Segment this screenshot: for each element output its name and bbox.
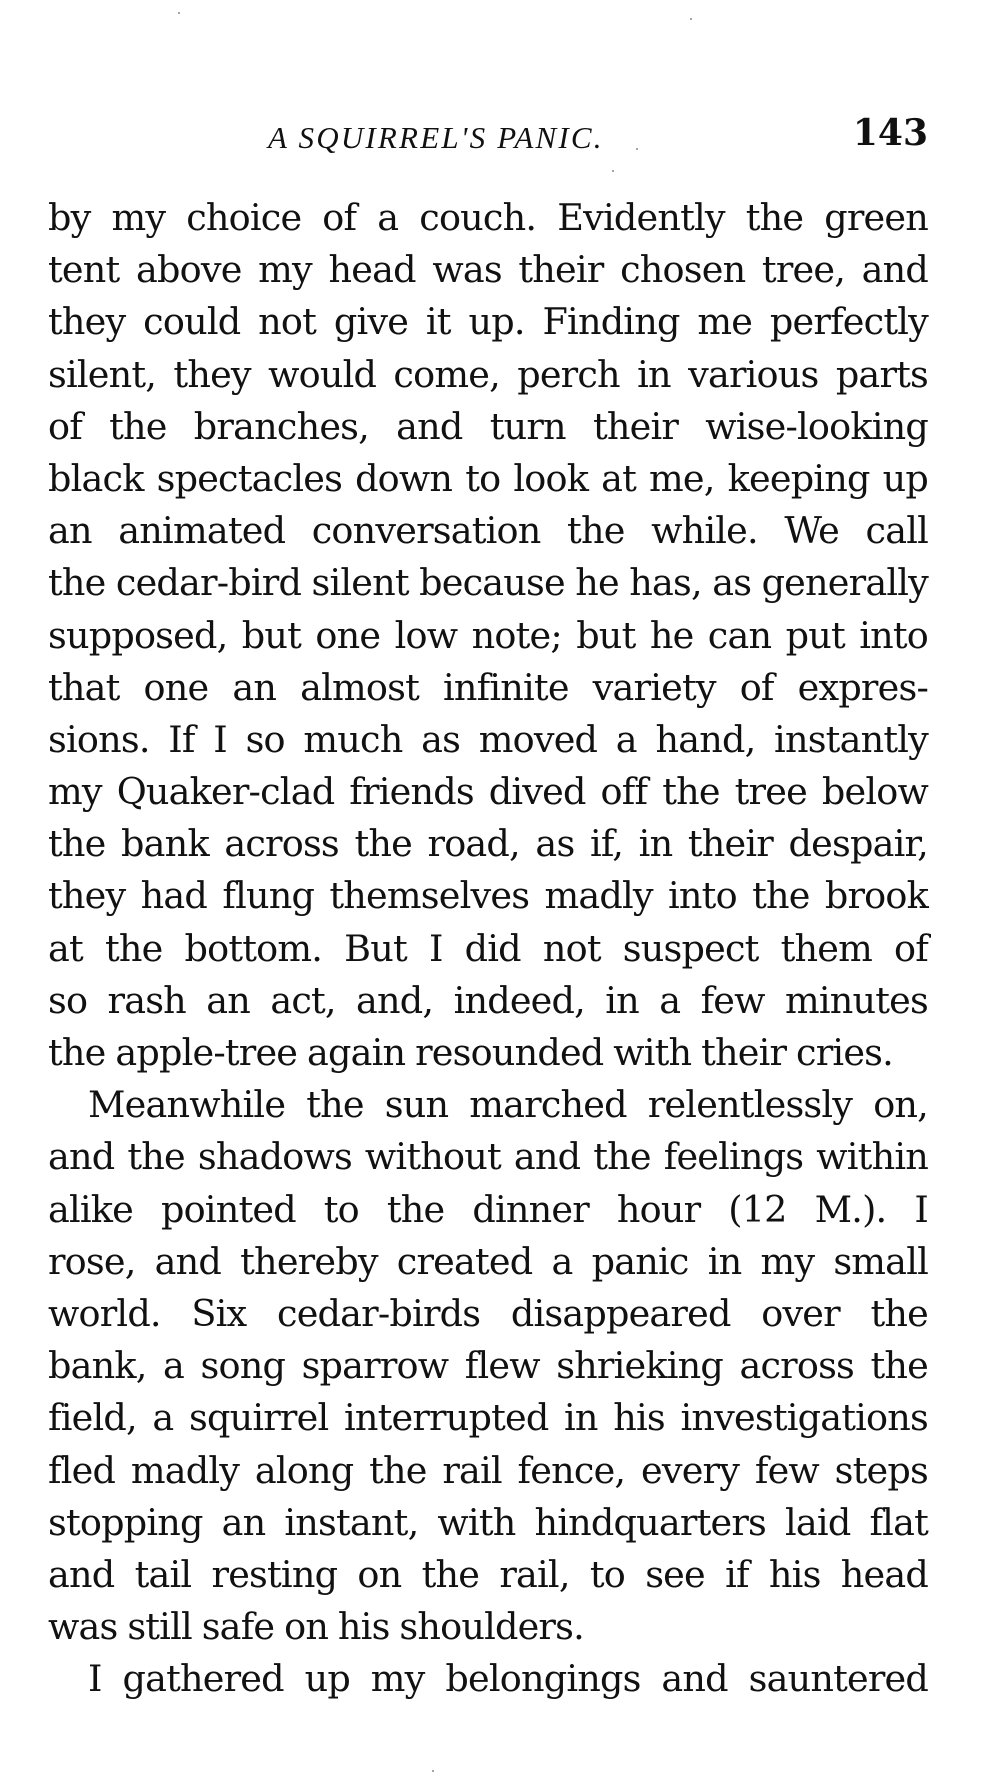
text-line: tent above my head was their chosen tree, and [48, 248, 928, 292]
text-line: by my choice of a couch. Evidently the green [48, 196, 928, 239]
paragraph [48, 192, 928, 1079]
text-line: silent, they would come, perch in various parts [48, 352, 928, 396]
paragraph [48, 1653, 928, 1705]
paper-speck [432, 1770, 434, 1772]
text-line: an animated conversation the while. We call [48, 509, 928, 553]
text-line: stopping an instant, with hindquarters laid flat [48, 1500, 928, 1544]
text-line: fled madly along the rail fence, every few steps [48, 1448, 928, 1492]
text-line: field, a squirrel interrupted in his investigations [48, 1396, 928, 1440]
text-line: sions. If I so much as moved a hand, instantly [48, 717, 928, 761]
text-line: was still safe on his shoulders. [48, 1605, 584, 1649]
paper-speck [690, 18, 692, 20]
text-line: the apple-tree again resounded with their cries. [48, 1031, 893, 1074]
text-line: world. Six cedar-birds disappeared over the [48, 1291, 928, 1335]
text-line: supposed, but one low note; but he can put into [48, 613, 928, 657]
text-line: the bank across the road, as if, in their despair, [48, 822, 928, 866]
text-line: the cedar-bird silent because he has, as generally [48, 561, 928, 605]
text-line: that one an almost infinite variety of expres- [48, 665, 928, 709]
text-line: they had flung themselves madly into the brook [48, 874, 928, 918]
text-line: alike pointed to the dinner hour (12 M.). I [48, 1187, 928, 1231]
text-line: they could not give it up. Finding me perfectly [48, 300, 928, 344]
text-line: of the branches, and turn their wise-looking [48, 404, 928, 448]
text-line: so rash an act, and, indeed, in a few minutes [48, 978, 928, 1022]
text-line: rose, and thereby created a panic in my small [48, 1239, 928, 1283]
paragraph [48, 1079, 928, 1653]
text-line: my Quaker-clad friends dived off the tree below [48, 770, 928, 814]
text-line: at the bottom. But I did not suspect them of [48, 926, 928, 970]
body-text [48, 192, 928, 1705]
page-number: 143 [852, 112, 928, 154]
text-line: Meanwhile the sun marched relentlessly on, [88, 1083, 928, 1127]
paper-speck [178, 12, 180, 14]
text-line: and tail resting on the rail, to see if his head [48, 1552, 928, 1596]
text-line: I gathered up my belongings and sauntered [88, 1657, 928, 1701]
text-line: and the shadows without and the feelings within [48, 1135, 928, 1179]
running-title: A SQUIRREL'S PANIC. [268, 120, 604, 155]
text-line: bank, a song sparrow flew shrieking across the [48, 1344, 928, 1388]
text-line: black spectacles down to look at me, keeping up [48, 456, 928, 500]
running-head [48, 112, 928, 172]
